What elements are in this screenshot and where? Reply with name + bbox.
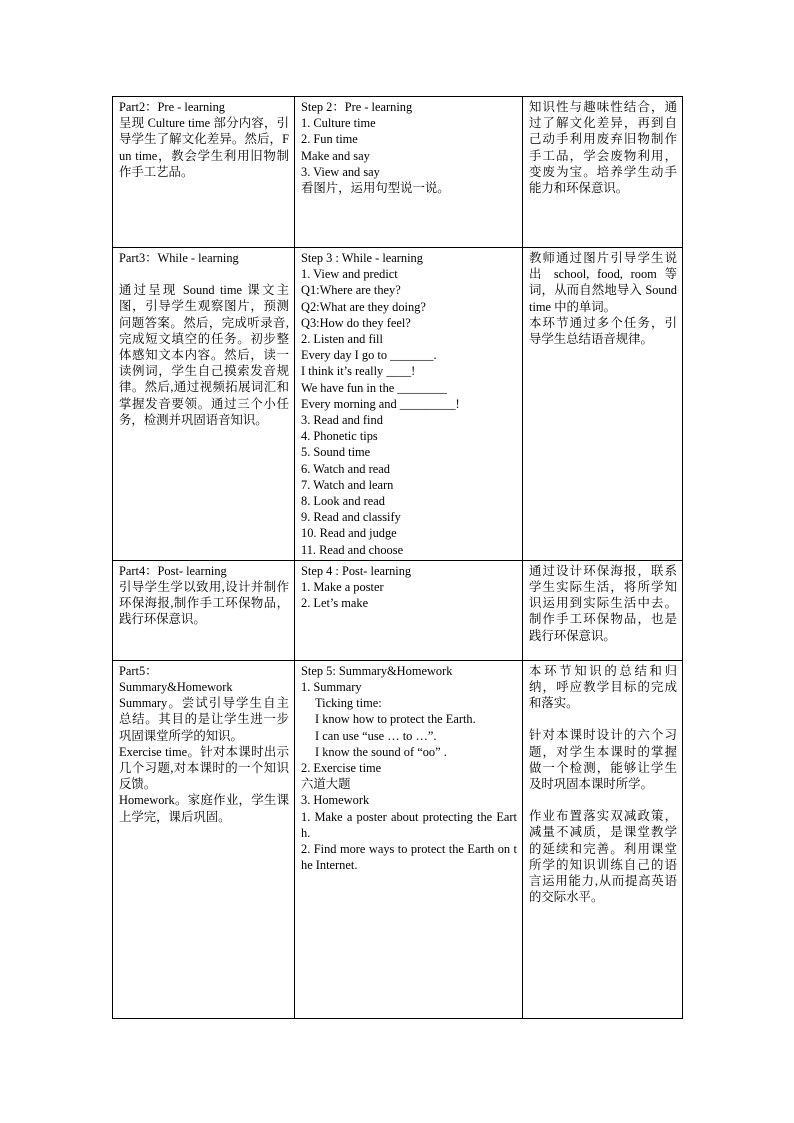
step-title: Step 5: Summary&Homework	[301, 663, 453, 678]
fill-blank-line: Every day I go to _______.	[301, 348, 437, 363]
step-cell	[295, 560, 523, 660]
step-item: 2. Fun time	[301, 132, 358, 147]
part-description: 呈现 Culture time 部分内容，引导学生了解文化差异。然后，Fun time，教会学生利用旧物制作手工艺品。	[119, 116, 289, 179]
design-intent-text: 本环节通过多个任务，引导学生总结语音规律。	[529, 315, 677, 347]
part-description: Summary。尝试引导学生自主总结。其目的是让学生进一步巩固课堂所学的知识。	[119, 696, 289, 743]
question-item: Q3:How do they feel?	[301, 315, 411, 330]
step-cell	[295, 97, 523, 248]
step-cell	[295, 660, 523, 1018]
step-item: 10. Read and judge	[301, 526, 397, 541]
fill-blank-line: We have fun in the ________	[301, 380, 447, 395]
part-title: Part5：	[119, 663, 158, 678]
step-item: 2. Let’s make	[301, 596, 369, 611]
step-title: Step 2：Pre - learning	[301, 100, 413, 114]
step-item: 6. Watch and read	[301, 461, 390, 476]
step-item: 5. Sound time	[301, 445, 371, 460]
activity-description-cell	[113, 97, 295, 248]
step-item: 2. Listen and fill	[301, 332, 383, 347]
design-intent-cell	[523, 660, 683, 1018]
activity-description-cell	[113, 560, 295, 660]
ticking-item: I know how to protect the Earth.	[315, 712, 476, 727]
step-item: 7. Watch and learn	[301, 477, 394, 492]
fill-blank-line: Every morning and _________!	[301, 396, 460, 411]
step-item: 1. Summary	[301, 680, 362, 695]
lesson-plan-table	[112, 96, 683, 1019]
step-item: 1. View and predict	[301, 267, 398, 282]
table-row	[113, 560, 683, 660]
step-item: 2. Exercise time	[301, 761, 382, 776]
step-title: Step 4 : Post- learning	[301, 563, 412, 578]
step-item: 3. View and say	[301, 164, 380, 179]
design-intent-text: 教师通过图片引导学生说出 school, food, room 等词，从而自然地导入 Sound time 中的单词。	[529, 251, 677, 314]
design-intent-cell	[523, 97, 683, 248]
design-intent-cell	[523, 248, 683, 561]
step-cell	[295, 248, 523, 561]
step-item: 3. Read and find	[301, 413, 383, 428]
ticking-item: I can use “use … to …”.	[315, 728, 437, 743]
design-intent-cell	[523, 560, 683, 660]
ticking-time-label: Ticking time:	[315, 696, 382, 711]
part-description: 通过呈现 Sound time 课文主图，引导学生观察图片，预测问题答案。然后，完成听录音,完成短文填空的任务。初步整体感知文本内容。然后，读一读例词，学生自己摸索发音规律。然后,通过视频拓展词汇和掌握发音要领。通过三个小任务，检测并巩固语音知识。	[119, 283, 289, 427]
question-item: Q2:What are they doing?	[301, 299, 426, 314]
part-description: Homework。家庭作业，学生课上学完，课后巩固。	[119, 793, 289, 824]
step-item: Make and say	[301, 148, 370, 163]
step-item: 六道大题	[301, 777, 351, 792]
homework-item: 1. Make a poster about protecting the Earth.	[301, 809, 517, 840]
step-item: 8. Look and read	[301, 494, 385, 509]
part-description: Exercise time。针对本课时出示几个习题,对本课时的一个知识反馈。	[119, 744, 289, 792]
design-intent-text: 针对本课时设计的六个习题，对学生本课时的掌握做一个检测，能够让学生及时巩固本课时所学。	[529, 728, 677, 792]
step-title: Step 3 : While - learning	[301, 251, 423, 265]
part-description: 引导学生学以致用,设计并制作环保海报,制作手工环保物品，践行环保意识。	[119, 580, 289, 627]
table-row	[113, 97, 683, 248]
table-row	[113, 660, 683, 1018]
design-intent-text: 通过设计环保海报，联系学生实际生活，将所学知识运用到实际生活中去。制作手工环保物品，也是践行环保意识。	[529, 563, 677, 643]
part-subtitle: Summary&Homework	[119, 680, 233, 695]
design-intent-text: 知识性与趣味性结合，通过了解文化差异，再到自己动手利用废弃旧物制作手工品，学会废物利用，变废为宝。培养学生动手能力和环保意识。	[529, 100, 677, 196]
activity-description-cell	[113, 248, 295, 561]
homework-item: 2. Find more ways to protect the Earth on the Internet.	[301, 842, 517, 873]
design-intent-text: 本环节知识的总结和归纳，呼应教学目标的完成和落实。	[529, 663, 677, 711]
question-item: Q1:Where are they?	[301, 283, 401, 298]
step-item: 看图片，运用句型说一说。	[301, 181, 450, 196]
step-item: 4. Phonetic tips	[301, 429, 378, 444]
fill-blank-line: I think it’s really ____!	[301, 364, 416, 379]
ticking-item: I know the sound of “oo” .	[315, 744, 447, 759]
step-item: 3. Homework	[301, 793, 370, 808]
part-title: Part2：Pre - learning	[119, 100, 225, 114]
step-item: 1. Make a poster	[301, 580, 384, 595]
step-item: 1. Culture time	[301, 116, 376, 131]
activity-description-cell	[113, 660, 295, 1018]
step-item: 11. Read and choose	[301, 542, 404, 557]
design-intent-text: 作业布置落实双减政策，减量不减质，是课堂教学的延续和完善。利用课堂所学的知识训练自己的语言运用能力,从而提高英语的交际水平。	[529, 809, 677, 905]
part-title: Part3：While - learning	[119, 251, 239, 265]
part-title: Part4：Post- learning	[119, 563, 227, 578]
step-item: 9. Read and classify	[301, 510, 401, 525]
table-row	[113, 248, 683, 561]
